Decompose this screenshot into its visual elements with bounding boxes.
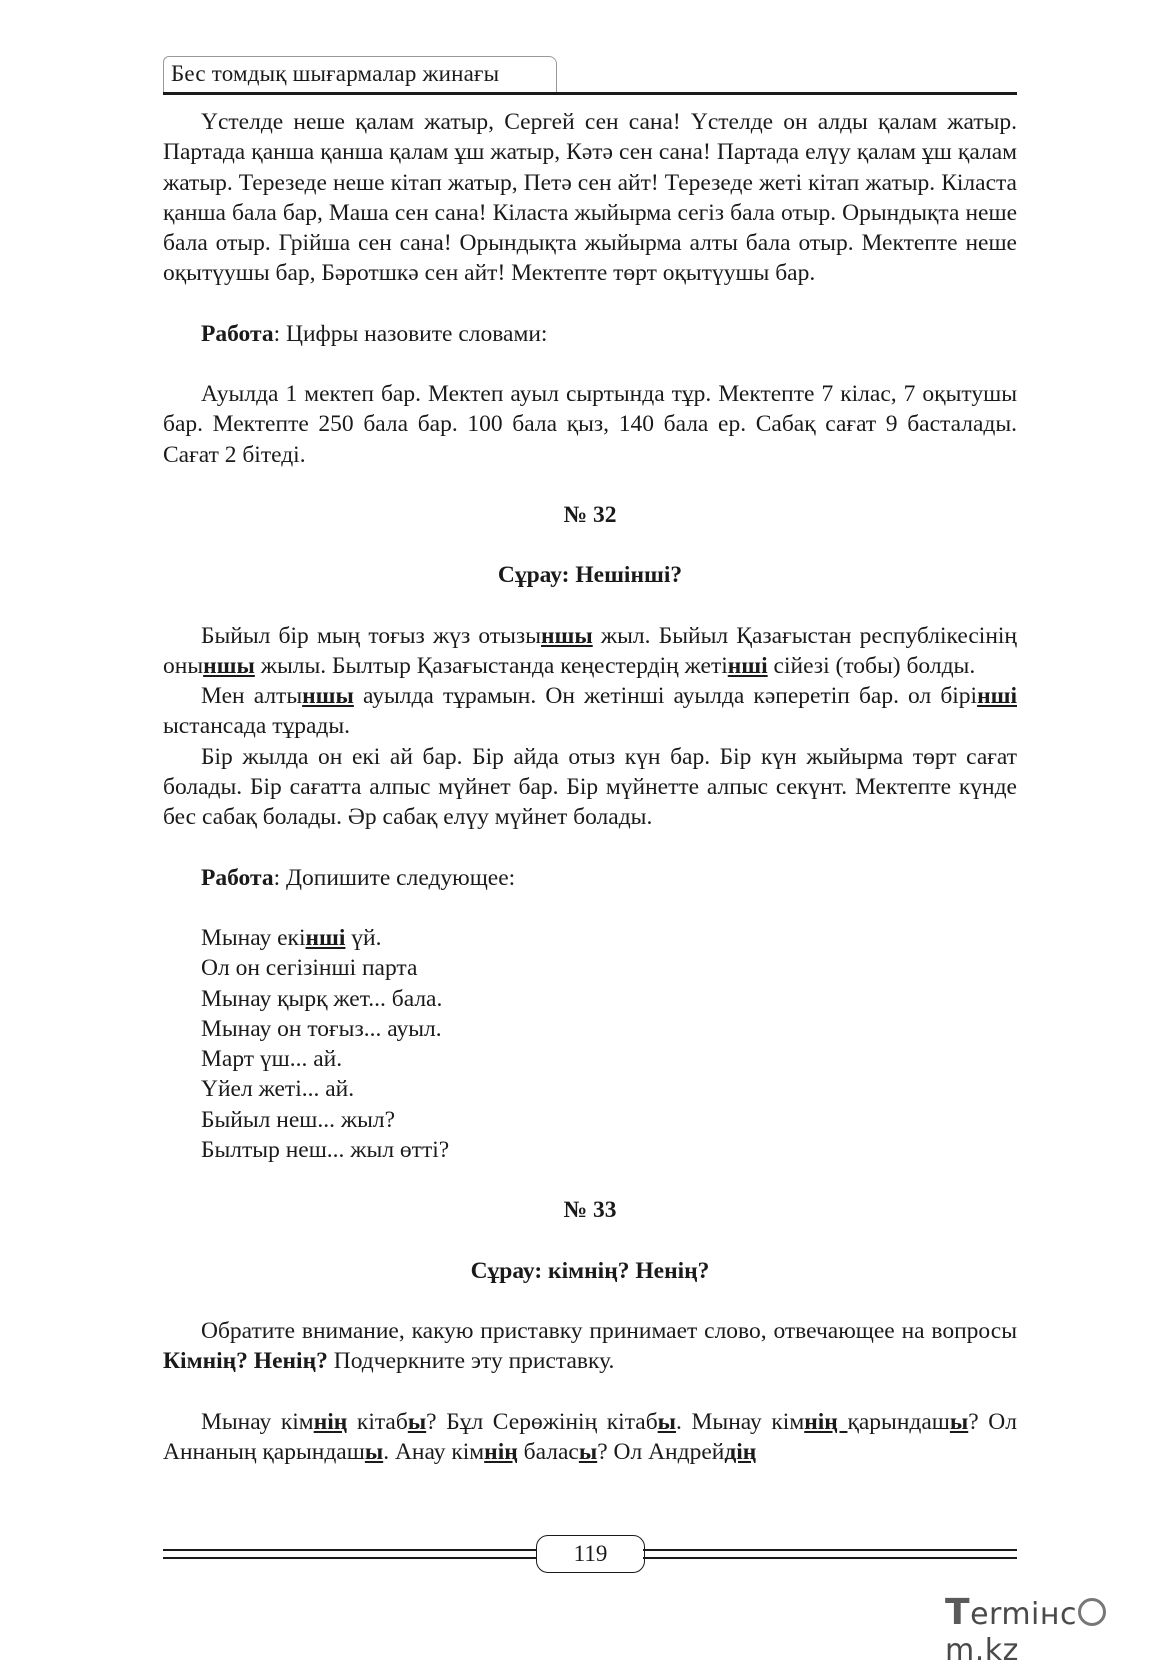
page-body bbox=[163, 107, 1017, 1467]
paragraph-1: Үстелде неше қалам жатыр, Сергей сен сана! Үстелде он алды қалам жатыр. Партада қанша қанша қалам ұш жатыр, Кәтә сен сана! Партада елүу қалам ұш қалам жатыр. Терезеде неше кітап жатыр, Петә сен айт! Терезеде жеті кітап жатыр. Кіласта қанша бала бар, Маша сен сана! Кіласта жыйырма сегіз бала отыр. Орындықта неше бала отыр. Грійша сен сана! Орындықта жыйырма алты бала отыр. Мектепте неше оқытүушы бар, Бәротшкә сен айт! Мектепте төрт оқытүушы бар. bbox=[163, 109, 1017, 287]
work-label: Работа bbox=[201, 864, 274, 891]
list-item: Ол он сегізінші парта bbox=[201, 955, 418, 982]
paragraph-7: Мынау кімнің кітабы? Бұл Серөжінің кітабы. Мынау кімнің қарындашы? Ол Аннаның қарындашы. Анау кімнің баласы? Ол Андрейдің bbox=[163, 1408, 1017, 1465]
section-title-32: Сұрау: Нешінші? bbox=[497, 562, 683, 589]
list-item: Былтыр неш... жыл өтті? bbox=[201, 1137, 450, 1164]
list-item: Март үш... ай. bbox=[201, 1046, 343, 1073]
paragraph-6: Обратите внимание, какую приставку принимает слово, отвечающее на вопросы Кімнің? Ненің? Подчеркните эту приставку. bbox=[163, 1317, 1017, 1375]
section-number-33: № 33 bbox=[563, 1197, 617, 1224]
list-item: Быйыл неш... жыл? bbox=[201, 1106, 396, 1133]
exercise-list bbox=[163, 923, 1017, 1165]
list-item: Үйел жеті... ай. bbox=[201, 1076, 355, 1103]
paragraph-5: Бір жылда он екі ай бар. Бір айда отыз күн бар. Бір күн жыйырма төрт сағат болады. Бір сағатта алпыс мүйнет бар. Бір мүйнетте алпыс секүнт. Мектепте күнде бес сабақ болады. Әр сабақ елүу мүйнет болады. bbox=[163, 743, 1017, 831]
magnifier-icon bbox=[1078, 1598, 1106, 1626]
section-number-32: № 32 bbox=[563, 501, 617, 528]
footer-rule-right bbox=[643, 1549, 1017, 1559]
section-title-33: Сұрау: кімнің? Ненің? bbox=[470, 1257, 710, 1284]
list-item: Мынау он тоғыз... ауыл. bbox=[201, 1015, 442, 1042]
footer-rule-left bbox=[163, 1549, 536, 1559]
paragraph-3: Быйыл бір мың тоғыз жүз отызыншы жыл. Быйыл Қазағыстан республікесінің оныншы жылы. Былтыр Қазағыстанда кеңестердің жетінші сійезі (тобы) болды. bbox=[163, 622, 1018, 679]
work-instruction-2: Работа: Допишите следующее: bbox=[201, 864, 516, 891]
work-instruction-1: Работа: Цифры назовите словами: bbox=[201, 320, 548, 347]
work-label: Работа bbox=[201, 320, 274, 347]
running-header bbox=[163, 56, 1017, 96]
list-item: Мынау екінші үй. bbox=[201, 924, 382, 951]
header-title: Бес томдық шығармалар жинағы bbox=[171, 61, 500, 86]
header-rule bbox=[163, 92, 1017, 95]
paragraph-2: Ауылда 1 мектеп бар. Мектеп ауыл сыртында тұр. Мектепте 7 кілас, 7 оқытушы бар. Мектепте 250 бала бар. 100 бала қыз, 140 бала ер. Сабақ сағат 9 басталады. Сағат 2 бітеді. bbox=[163, 381, 1017, 468]
list-item: Мынау қырқ жет... бала. bbox=[201, 985, 443, 1012]
watermark-logo: Termінcm.kz bbox=[945, 1592, 1158, 1668]
paragraph-4: Мен алтыншы ауылда тұрамын. Он жетінші ауылда кәперетіп бар. ол бірінші ыстансада тұрады. bbox=[163, 683, 1018, 740]
page-footer bbox=[163, 1535, 1017, 1575]
page-number: 119 bbox=[536, 1535, 645, 1573]
